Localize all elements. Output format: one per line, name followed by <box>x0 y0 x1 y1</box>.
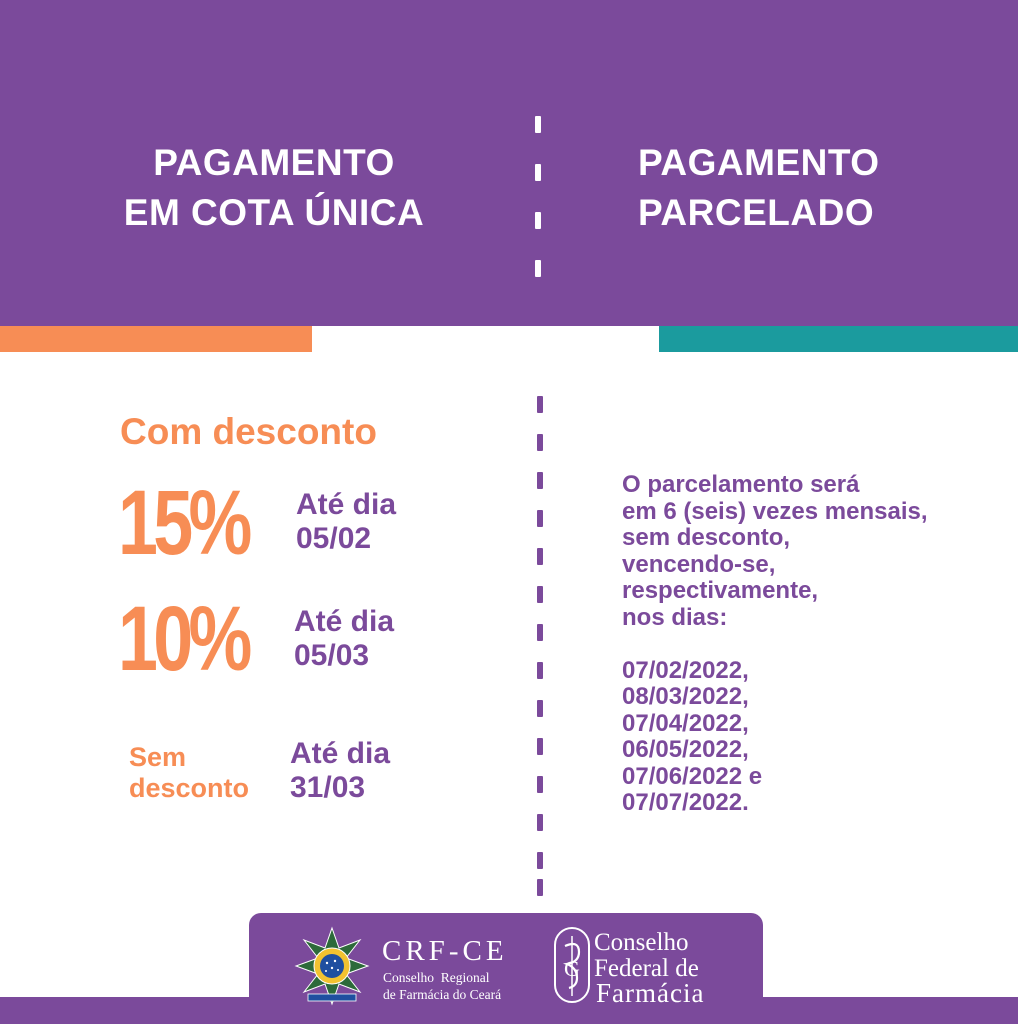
divider-dash <box>537 662 543 679</box>
divider-dash <box>535 260 541 277</box>
cff-name-line3: Farmácia <box>596 978 705 1008</box>
divider-dash <box>537 548 543 565</box>
crf-abbreviation: CRF-CE <box>382 935 508 967</box>
discount-10-percent: 10% <box>118 588 248 690</box>
divider-dash <box>537 586 543 603</box>
crf-name-line2: de Farmácia do Ceará <box>383 987 502 1002</box>
header-right-title: PAGAMENTO PARCELADO <box>638 142 880 233</box>
discount-15-percent: 15% <box>118 472 248 574</box>
header-dashed-divider <box>535 116 541 286</box>
header-left-title: PAGAMENTO EM COTA ÚNICA <box>123 142 425 233</box>
installment-description: O parcelamento será em 6 (seis) vezes mensais, sem desconto, vencendo-se, respectivamente, nos dias: 07/02/2022, 08/03/2022, 07/04/2022, 06/05/2022, 07/06/2022 e 07/07/2022. <box>622 471 928 816</box>
cff-name-line1: Conselho <box>594 929 689 956</box>
divider-dash <box>535 212 541 229</box>
divider-dash <box>537 852 543 869</box>
discount-10-deadline: Até dia 05/03 <box>294 605 395 672</box>
divider-dash <box>537 814 543 831</box>
cff-name-line2: Federal de <box>594 955 699 982</box>
teal-stripe <box>659 326 1018 352</box>
no-discount-label: Sem desconto <box>129 742 250 803</box>
divider-dash <box>535 116 541 133</box>
crf-name-line1: Conselho Regional <box>383 970 490 985</box>
divider-dash <box>537 510 543 527</box>
divider-dash <box>535 164 541 181</box>
divider-dash <box>537 434 543 451</box>
no-discount-deadline: Até dia 31/03 <box>290 737 391 804</box>
divider-dash <box>537 472 543 489</box>
divider-dash <box>537 738 543 755</box>
svg-text:G: G <box>564 956 580 981</box>
divider-dash <box>537 700 543 717</box>
discount-15-deadline: Até dia 05/02 <box>296 488 397 555</box>
orange-stripe <box>0 326 312 352</box>
divider-dash <box>537 879 543 896</box>
divider-dash <box>537 776 543 793</box>
brazil-coat-of-arms-icon <box>294 926 370 1006</box>
discount-heading: Com desconto <box>120 411 377 452</box>
divider-dash <box>537 396 543 413</box>
divider-dash <box>537 624 543 641</box>
pharmacy-caduceus-icon <box>553 926 591 1004</box>
body-dashed-divider <box>537 396 543 896</box>
